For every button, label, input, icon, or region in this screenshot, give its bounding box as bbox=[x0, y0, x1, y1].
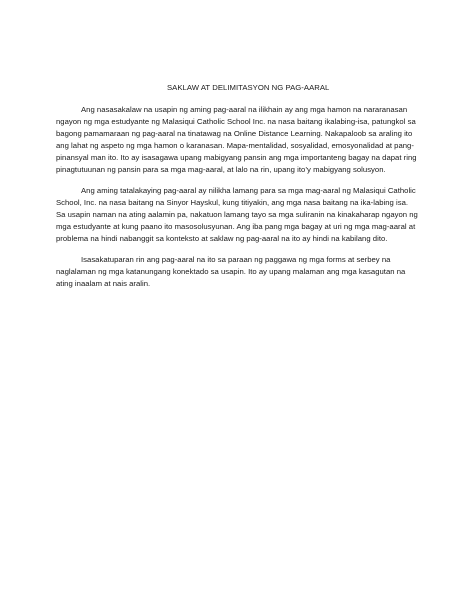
document-body bbox=[56, 82, 418, 299]
paragraph-2: Ang aming tatalakaying pag-aaral ay nilikha lamang para sa mga mag-aaral ng Malasiqui Catholic School, Inc. na nasa baitang na Sinyor Hayskul, kung titiyakin, ang mga nasa baitang na ika-labing isa. Sa usapin naman na ating aalamin pa, nakatuon lamang tayo sa mga suliranin na kinakaharap ngayon ng mga estudyante at kung paano ito masosolusyunan. Ang iba pang mga bagay at uri ng mga mag-aaral at problema na hindi nabanggit sa konteksto at saklaw ng pag-aaral na ito ay hindi na kabilang dito. bbox=[56, 186, 418, 243]
document-title: SAKLAW AT DELIMITASYON NG PAG-AARAL bbox=[167, 83, 330, 92]
paragraph-1: Ang nasasakalaw na usapin ng aming pag-aaral na ilikhain ay ang mga hamon na nararanasan ngayon ng mga estudyante ng Malasiqui Catholic School Inc. na nasa baitang ikalabing-isa, patungkol sa bagong pamamaraan ng pag-aaral na tinatawag na Online Distance Learning. Nakapaloob sa araling ito ang lahat ng aspeto ng mga hamon o karanasan. Mapa-mentalidad, sosyalidad, emosyonalidad at pang-pinansyal man ito. Ito ay isasagawa upang mabigyang pansin ang mga importanteng bagay na dapat ring pinagtutuunan ng pansin para sa mga mag-aaral, at lalo na rin, upang ito’y mabigyang solusyon. bbox=[56, 105, 417, 174]
paragraph-3: Isasakatuparan rin ang pag-aaral na ito sa paraan ng paggawa ng mga forms at serbey na naglalaman ng mga katanungang konektado sa usapin. Ito ay upang malaman ang mga kasagutan na ating inaalam at nais aralin. bbox=[56, 255, 406, 288]
